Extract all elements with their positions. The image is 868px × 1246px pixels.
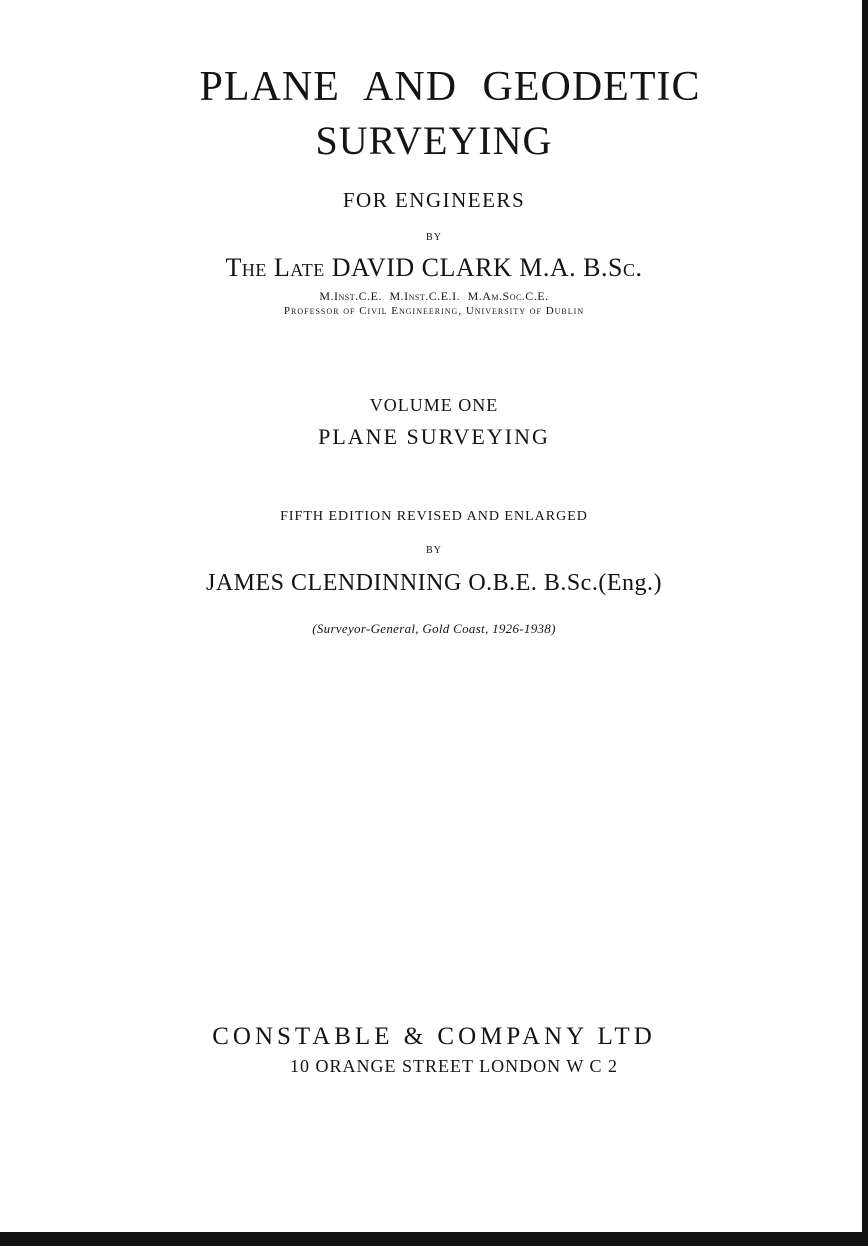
book-title-line-2: SURVEYING — [315, 118, 553, 163]
reviser-note: (Surveyor-General, Gold Coast, 1926-1938) — [312, 621, 556, 636]
book-subtitle: FOR ENGINEERS — [342, 188, 526, 212]
by-label-author: BY — [426, 232, 442, 243]
reviser-name: JAMES CLENDINNING O.B.E. B.Sc.(Eng.) — [206, 570, 662, 596]
by-label-reviser: BY — [426, 545, 442, 556]
edition-statement: FIFTH EDITION REVISED AND ENLARGED — [280, 509, 588, 524]
volume-number: VOLUME ONE — [369, 395, 499, 415]
publisher-name: CONSTABLE & COMPANY LTD — [212, 1023, 656, 1050]
scan-edge-bottom — [0, 1232, 868, 1246]
publisher-address: 10 ORANGE STREET LONDON W C 2 — [289, 1056, 618, 1076]
author-name: The Late DAVID CLARK M.A. B.Sc. — [225, 253, 643, 282]
volume-title: PLANE SURVEYING — [318, 424, 550, 449]
book-title-line-1: PLANE AND GEODETIC — [199, 64, 701, 110]
author-qualifications: M.Inst.C.E. M.Inst.C.E.I. M.Am.Soc.C.E. — [319, 289, 549, 303]
author-role: Professor of Civil Engineering, University of Dublin — [283, 305, 585, 317]
